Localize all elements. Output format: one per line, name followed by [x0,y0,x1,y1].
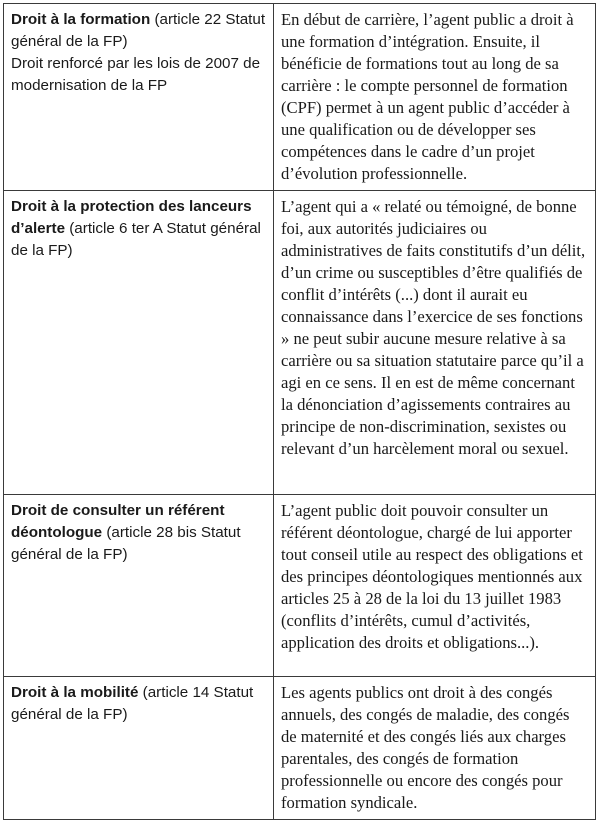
right-reference: (article 22 Statut général de la FP) [11,11,266,50]
right-reference: (article 6 ter A Statut général de la FP) [11,220,261,259]
right-description-cell [274,495,596,677]
right-description-cell [274,677,596,820]
rights-table [3,3,596,820]
right-description: Les agents publics ont droit à des congés annuels, des congés de maladie, des congés de maternité et des congés liés aux charges parentales, des congés de formation professionnelle ou encore des congés pour formation syndicale. [281,683,570,812]
right-reference: (article 14 Statut général de la FP) [11,684,254,723]
table-row [4,191,596,495]
right-title: Droit à la protection des lanceurs d’alerte [11,198,252,237]
right-description-cell [274,4,596,191]
right-description: L’agent public doit pouvoir consulter un référent déontologue, chargé de lui apporter tout conseil utile au respect des obligations et des principes déontologiques mentionnés aux articles 25 à 28 de la loi du 13 juillet 1983 (conflits d’intérêts, cumul d’activités, application des droits et obligations...). [281,501,583,652]
right-description: En début de carrière, l’agent public a droit à une formation d’intégration. Ensuite, il bénéficie de formations tout au long de sa carrière : le compte personnel de formation (CPF) permet à un agent public d’accéder à une qualification ou de développer ses compétences dans le cadre d’un projet d’évolution professionnelle. [281,10,574,183]
right-title: Droit de consulter un référent déontologue [11,502,225,541]
table-row [4,4,596,191]
right-name-cell [4,495,274,677]
right-name-cell [4,677,274,820]
table-row [4,677,596,820]
right-description: L’agent qui a « relaté ou témoigné, de bonne foi, aux autorités judiciaires ou administratives de faits constitutifs d’un délit, d’un crime ou susceptibles d’être qualifiés de conflit d’intérêts (...) dont il aurait eu connaissance dans l’exercice de ses fonctions » ne peut subir aucune mesure relative à sa carrière ou sa situation statutaire parce qu’il a agi en ce sens. Il en est de même concernant la dénonciation d’agissements contraires au principe de non-discrimination, sexistes ou relevant d’un harcèlement moral ou sexuel. [281,197,586,458]
right-reference: (article 28 bis Statut général de la FP) [11,524,241,563]
rights-table-body [4,4,596,820]
right-title: Droit à la mobilité [11,684,139,701]
table-row [4,495,596,677]
right-extra-note: Droit renforcé par les lois de 2007 de modernisation de la FP [11,55,261,94]
right-name-cell [4,191,274,495]
right-description-cell [274,191,596,495]
right-title: Droit à la formation [11,11,151,28]
right-name-cell [4,4,274,191]
